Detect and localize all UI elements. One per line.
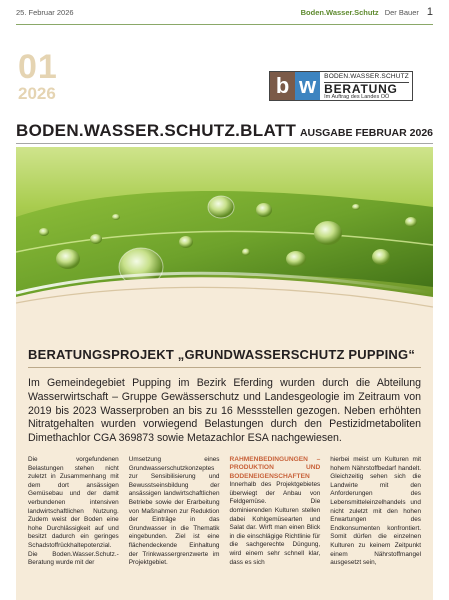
header-section: Der Bauer [384,8,419,17]
logo-line-3: Im Auftrag des Landes OÖ [324,94,390,101]
logo-b-square: b [270,72,295,100]
bws-beratung-logo [269,71,413,101]
column-1-text: Die vorgefundenen Belastungen stehen nicht zuletzt in Zusammenhang mit dem dort ansässigen Gemüsebau und der damit verbundenen intensiven landwirtschaftlichen Nutzung. Zudem weist der Boden eine hohe Durchlässigkeit auf und besitzt dadurch ein geringes Schadstoffrückhaltepotenzial. Die Boden.Wasser.Schutz.-Beratung wurde mit der [28,456,119,567]
column-3-text: Innerhalb des Projektgebietes überwiegt der Anbau von Feldgemüse. Die dominierenden Kulturen stellen dabei Kohlgemüsearten und Salat dar. Wirft man einen Blick in die einschlägige Richtlinie für die sachgerechte Düngung, wird einem sehr schnell klar, dass es sich [229,481,321,566]
logo-w-square: w [295,72,320,100]
logo-text [320,72,412,100]
issue-number: 01 [18,48,58,86]
column-3-subheading: RAHMENBEDINGUNGEN – PRODUKTION UND BODENEIGENSCHAFTEN [229,456,321,480]
article-column-4 [330,456,421,594]
running-header [16,6,433,20]
header-brand: Boden.Wasser.Schutz [300,8,379,17]
issue-year: 2026 [18,84,56,103]
masthead-divider [16,143,433,144]
article-headline: BERATUNGSPROJEKT „GRUNDWASSERSCHUTZ PUPPING“ [28,347,416,362]
logo-line-2: BERATUNG [324,81,398,96]
logo-line-1: BODEN.WASSER.SCHUTZ [324,74,409,83]
article-lead: Im Gemeindegebiet Pupping im Bezirk Eferding wurden durch die Abteilung Wasserwirtschaft – Gruppe Gewässerschutz und Landesgeologie im Zeitraum von 2019 bis 2023 Wasserproben an bis zu 16 Messstellen gezogen. Neben erhöhten Nitratgehalten wurden vorwiegend Belastungen durch den Pestizidmetaboliten Dimethachlor CGA 369873 sowie Metazachlor ESA nachgewiesen. [28,377,421,445]
article-columns [28,456,421,594]
masthead-edition: AUSGABE FEBRUAR 2026 [299,127,433,139]
article-column-1 [28,456,119,594]
masthead [16,121,433,141]
header-date: 25. Februar 2026 [16,8,74,17]
issue-number-block [18,50,58,102]
article-column-2 [129,456,220,594]
headline-divider [28,367,421,368]
column-4-text: hierbei meist um Kulturen mit hohem Nährstoffbedarf handelt. Gleichzeitig sehen sich die Landwirte mit den Anforderungen des Lebensmitteleinzelhandels und nicht zuletzt mit den hohen Erwartungen des Endkonsumenten konfrontiert. Somit dürfen die einzelnen Kulturen zu keinem Zeitpunkt einem Nährstoffmangel ausgesetzt sein, [330,456,421,567]
masthead-title: BODEN.WASSER.SCHUTZ.BLATT [16,121,297,140]
hero-leaf-image [16,147,433,317]
header-divider [16,24,433,25]
article-column-3 [230,456,321,594]
page-number: 1 [426,6,433,18]
column-2-text: Umsetzung eines Grundwasserschutzkonzeptes zur Sensibilisierung und Bewusstseinsbildung der ansässigen landwirtschaftlichen Betriebe sowie der Erarbeitung von Maßnahmen zur Reduktion der Einträge in das Grundwasser in die Thematik eingebunden. Ziel ist eine flächendeckende Einhaltung der Trinkwassergrenzwerte im Projektgebiet. [128,456,220,567]
